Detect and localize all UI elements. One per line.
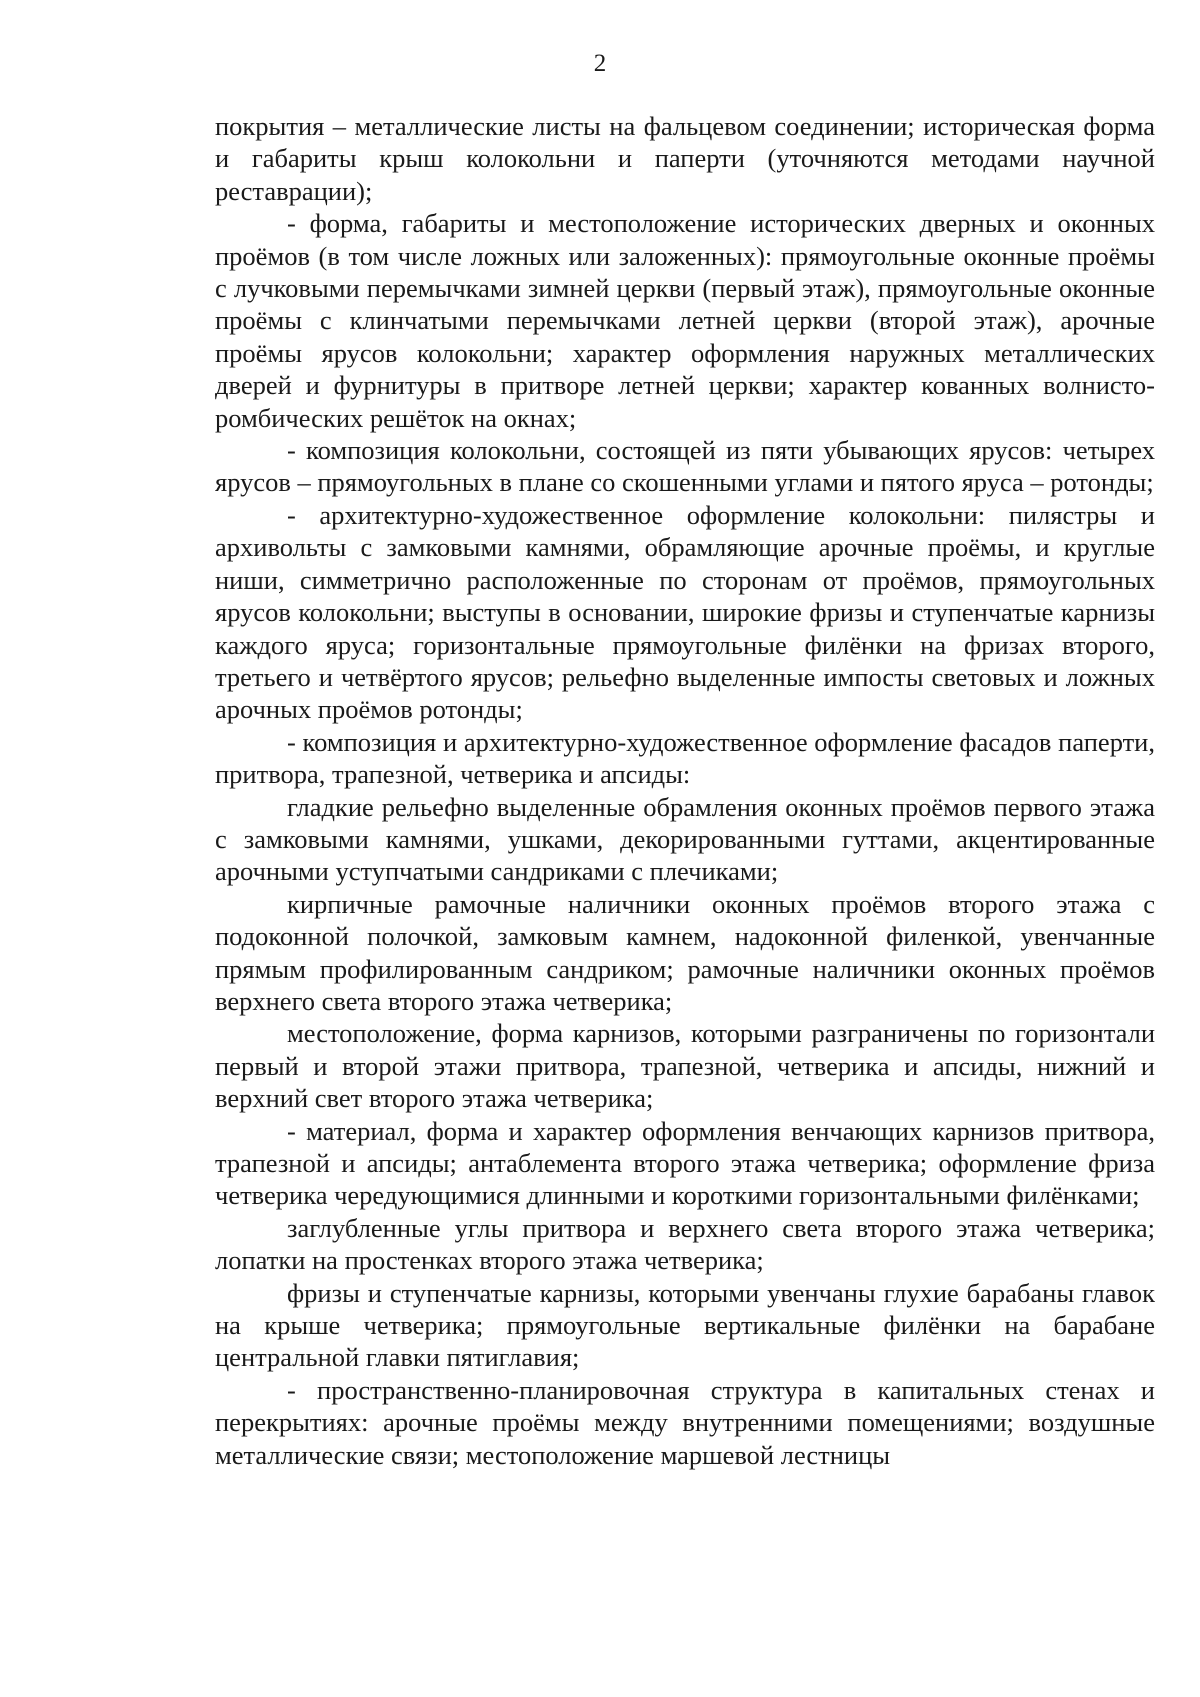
paragraph-facades-composition: - композиция и архитектурно-художественное оформление фасадов паперти, притвора, трапезной, четверика и апсиды:	[215, 726, 1155, 790]
paragraph-bell-tower-decoration: - архитектурно-художественное оформление колокольни: пилястры и архивольты с замковыми камнями, обрамляющие арочные проёмы, и круглые ниши, симметрично расположенные по сторонам от проёмов, прямоугольных ярусов колокольни; выступы в основании, широкие фризы и ступенчатые карнизы каждого яруса; горизонтальные прямоугольные филёнки на фризах второго, третьего и четвёртого ярусов; рельефно выделенные импосты световых и ложных арочных проёмов ротонды;	[215, 499, 1155, 725]
paragraph-drum-friezes: фризы и ступенчатые карнизы, которыми увенчаны глухие барабаны главок на крыше четверика; прямоугольные вертикальные филёнки на барабане центральной главки пятиглавия;	[215, 1277, 1155, 1373]
page-number: 2	[593, 50, 607, 77]
paragraph-spatial-structure: - пространственно-планировочная структура в капитальных стенах и перекрытиях: арочные проёмы между внутренними помещениями; воздушные металлические связи; местоположение маршевой лестницы	[215, 1374, 1155, 1470]
paragraph-openings: - форма, габариты и местоположение исторических дверных и оконных проёмов (в том числе ложных или заложенных): прямоугольные оконные проёмы с лучковыми перемычками зимней церкви (первый этаж), прямоугольные оконные проёмы с клинчатыми перемычками летней церкви (второй этаж), арочные проёмы ярусов колокольни; характер оформления наружных металлических дверей и фурнитуры в притворе летней церкви; характер кованных волнисто-ромбических решёток на окнах;	[215, 208, 1155, 433]
paragraph-bell-tower-composition: - композиция колокольни, состоящей из пяти убывающих ярусов: четырех ярусов – прямоугольных в плане со скошенными углами и пятого яруса – ротонды;	[215, 435, 1155, 498]
paragraph-roof-covering: покрытия – металлические листы на фальцевом соединении; историческая форма и габариты крыш колокольни и паперти (уточняются методами научной реставрации);	[215, 111, 1155, 206]
paragraph-first-floor-frames: гладкие рельефно выделенные обрамления оконных проёмов первого этажа с замковыми камнями, ушками, декорированными гуттами, акцентированные арочными уступчатыми сандриками с плечиками;	[215, 791, 1155, 887]
paragraph-crowning-cornices: - материал, форма и характер оформления венчающих карнизов притвора, трапезной и апсиды; антаблемента второго этажа четверика; оформление фриза четверика чередующимися длинными и короткими горизонтальными филёнками;	[215, 1115, 1155, 1211]
document-body	[215, 110, 1155, 1471]
paragraph-cornices-location: местоположение, форма карнизов, которыми разграничены по горизонтали первый и второй этажи притвора, трапезной, четверика и апсиды, нижний и верхний свет второго этажа четверика;	[215, 1018, 1155, 1114]
paragraph-recessed-corners: заглубленные углы притвора и верхнего света второго этажа четверика; лопатки на простенках второго этажа четверика;	[215, 1212, 1155, 1276]
paragraph-second-floor-casings: кирпичные рамочные наличники оконных проёмов второго этажа с подоконной полочкой, замковым камнем, надоконной филенкой, увенчанные прямым профилированным сандриком; рамочные наличники оконных проёмов верхнего света второго этажа четверика;	[215, 888, 1155, 1016]
